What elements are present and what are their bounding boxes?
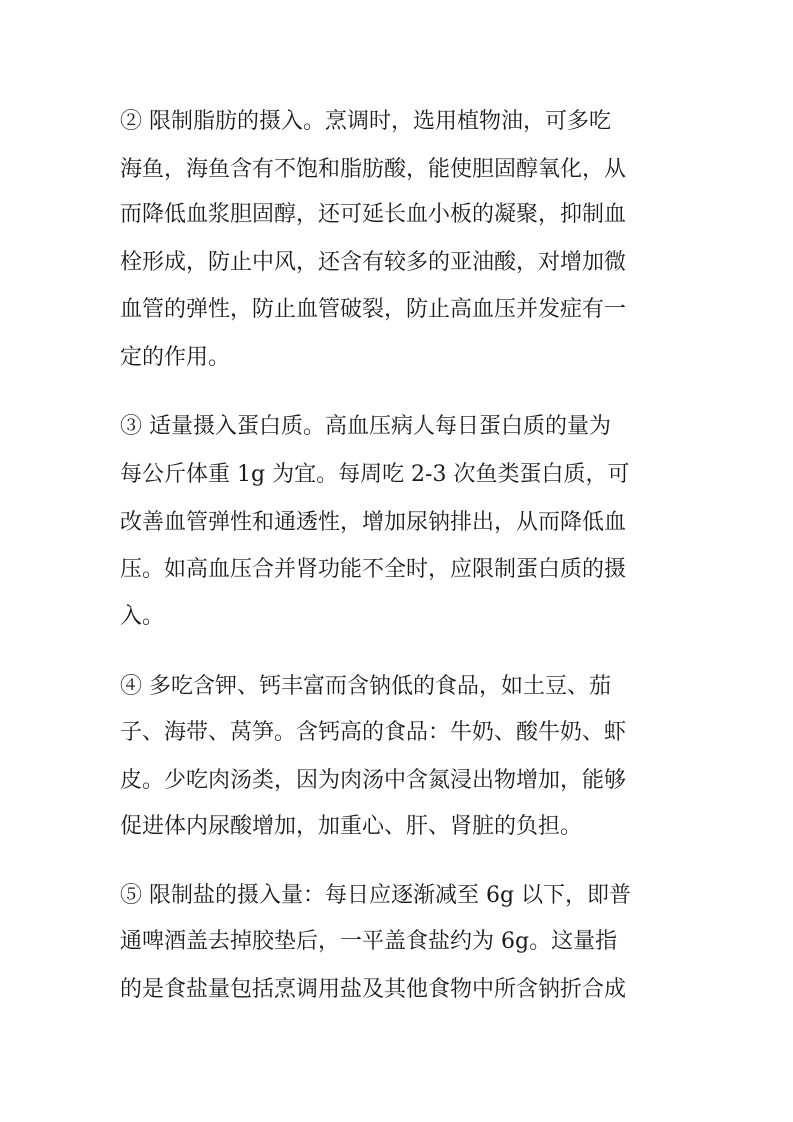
paragraph-line: 通啤酒盖去掉胶垫后，一平盖食盐约为 6g。这量指 [120, 929, 618, 954]
paragraph-line: 子、海带、莴笋。含钙高的食品：牛奶、酸牛奶、虾 [120, 720, 627, 745]
paragraph-line: 压。如高血压合并肾功能不全时，应限制蛋白质的摄 [120, 557, 627, 582]
paragraph-line: 定的作用。 [120, 345, 231, 370]
paragraph-line: 促进体内尿酸增加，加重心、肝、肾脏的负担。 [120, 814, 583, 839]
paragraph-line: ⑤ 限制盐的摄入量：每日应逐渐减至 6g 以下，即普 [120, 883, 632, 908]
paragraph-line: 栓形成，防止中风，还含有较多的亚油酸，对增加微 [120, 250, 627, 275]
paragraph-line: 入。 [120, 604, 165, 629]
paragraph-line: 改善血管弹性和通透性，增加尿钠排出，从而降低血 [120, 510, 627, 535]
paragraph-line: 的是食盐量包括烹调用盐及其他食物中所含钠折合成 [120, 977, 627, 1002]
paragraph-line: 海鱼，海鱼含有不饱和脂肪酸，能使胆固醇氧化，从 [120, 157, 627, 182]
paragraph-line: 而降低血浆胆固醇，还可延长血小板的凝聚，抑制血 [120, 202, 627, 227]
paragraph-line: 每公斤体重 1g 为宜。每周吃 2-3 次鱼类蛋白质，可 [120, 462, 630, 487]
paragraph-line: 皮。少吃肉汤类，因为肉汤中含氮浸出物增加，能够 [120, 768, 627, 793]
paragraph-line: ③ 适量摄入蛋白质。高血压病人每日蛋白质的量为 [120, 414, 611, 439]
paragraph-line: 血管的弹性，防止血管破裂，防止高血压并发症有一 [120, 297, 627, 322]
paragraph-line: ② 限制脂肪的摄入。烹调时，选用植物油，可多吃 [120, 109, 611, 134]
paragraph-line: ④ 多吃含钾、钙丰富而含钠低的食品，如土豆、茄 [120, 674, 611, 699]
